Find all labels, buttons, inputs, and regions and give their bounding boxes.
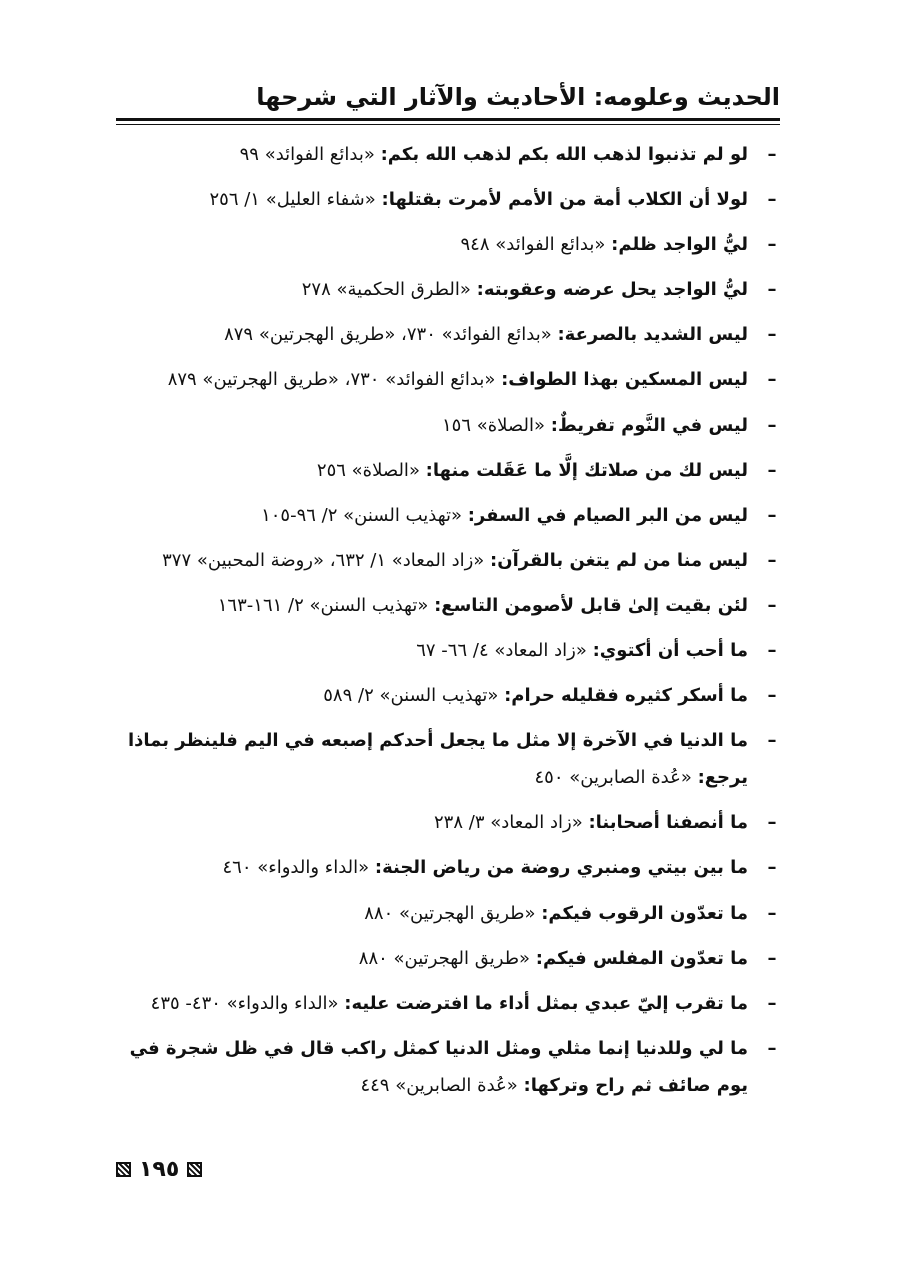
bullet-dash: – — [767, 504, 777, 526]
source-reference: «بدائع الفوائد» ٧٣٠، «طريق الهجرتين» ٨٧٩ — [167, 369, 502, 391]
source-reference: «عُدة الصابرين» ٤٤٩ — [360, 1074, 524, 1096]
list-item — [112, 940, 782, 977]
source-reference: «بدائع الفوائد» ٩٤٨ — [460, 234, 612, 256]
hadith-text: ليس منا من لم يتغن بالقرآن: — [490, 549, 748, 571]
bullet-dash: – — [767, 549, 777, 571]
list-item — [112, 677, 782, 714]
source-reference: «طريق الهجرتين» ٨٨٠ — [358, 947, 536, 969]
list-item — [112, 181, 782, 218]
hadith-text: ما الدنيا في الآخرة إلا مثل ما يجعل أحدكم إصبعه في اليم فلينظر بماذا يرجع: — [128, 730, 748, 789]
bullet-dash: – — [767, 414, 777, 436]
header-rule-thick — [116, 118, 780, 121]
source-reference: «تهذيب السنن» ٢/ ٩٦-١٠٥ — [261, 504, 468, 526]
list-item — [112, 226, 782, 263]
bullet-dash: – — [767, 857, 777, 879]
source-reference: «الصلاة» ١٥٦ — [442, 414, 551, 436]
bullet-dash: – — [767, 640, 777, 662]
source-reference: «شفاء العليل» ١/ ٢٥٦ — [209, 189, 382, 211]
hadith-text: ليس من البر الصيام في السفر: — [467, 504, 748, 526]
hadith-text: لولا أن الكلاب أمة من الأمم لأمرت بقتلها: — [381, 189, 748, 211]
source-reference: «بدائع الفوائد» ٩٩ — [239, 144, 381, 165]
page-number: ١٩٥ — [139, 1156, 180, 1182]
bullet-dash: – — [767, 947, 777, 969]
hadith-text: ما تعدّون المفلس فيكم: — [535, 947, 748, 969]
source-reference: «زاد المعاد» ٤/ ٦٦- ٦٧ — [416, 640, 593, 662]
list-item — [112, 722, 782, 796]
list-item — [112, 985, 782, 1022]
source-reference: «الداء والدواء» ٤٦٠ — [222, 857, 375, 879]
list-item — [112, 542, 782, 579]
bullet-dash: – — [767, 685, 777, 707]
bullet-dash: – — [767, 144, 777, 165]
hadith-text: ما تعدّون الرقوب فيكم: — [541, 902, 748, 924]
source-reference: «تهذيب السنن» ٢/ ٥٨٩ — [323, 685, 505, 707]
ornament-right-icon — [187, 1162, 202, 1177]
hadith-text: لو لم تذنبوا لذهب الله بكم لذهب الله بكم: — [380, 144, 748, 165]
bullet-dash: – — [767, 730, 777, 752]
list-item — [112, 804, 782, 841]
list-item — [112, 849, 782, 886]
bullet-dash: – — [767, 992, 777, 1014]
hadith-text: ليس المسكين بهذا الطواف: — [501, 369, 748, 391]
bullet-dash: – — [767, 1037, 777, 1059]
bullet-dash: – — [767, 189, 777, 211]
list-item — [112, 1030, 782, 1104]
list-item — [112, 136, 782, 173]
bullet-dash: – — [767, 459, 777, 481]
list-item — [112, 632, 782, 669]
list-item — [112, 316, 782, 353]
source-reference: «الطرق الحكمية» ٢٧٨ — [301, 279, 477, 301]
bullet-dash: – — [767, 324, 777, 346]
source-reference: «الداء والدواء» ٤٣٠- ٤٣٥ — [150, 992, 345, 1014]
hadith-text: ليُّ الواجد ظلم: — [611, 234, 748, 256]
header-rule-thin — [116, 124, 780, 125]
list-item — [112, 497, 782, 534]
source-reference: «تهذيب السنن» ٢/ ١٦١-١٦٣ — [217, 594, 435, 616]
hadith-text: ما بين بيتي ومنبري روضة من رياض الجنة: — [374, 857, 748, 879]
hadith-text: ما أنصفنا أصحابنا: — [588, 812, 748, 834]
source-reference: «عُدة الصابرين» ٤٥٠ — [534, 767, 698, 789]
hadith-text: ما أسكر كثيره فقليله حرام: — [504, 685, 748, 707]
bullet-dash: – — [767, 234, 777, 256]
bullet-dash: – — [767, 369, 777, 391]
source-reference: «زاد المعاد» ٣/ ٢٣٨ — [434, 812, 589, 834]
hadith-text: ليُّ الواجد يحل عرضه وعقوبته: — [476, 279, 748, 301]
source-reference: «الصلاة» ٢٥٦ — [316, 459, 426, 481]
list-item — [112, 452, 782, 489]
source-reference: «طريق الهجرتين» ٨٨٠ — [364, 902, 542, 924]
list-item — [112, 271, 782, 308]
hadith-index-list — [112, 136, 782, 1112]
bullet-dash: – — [767, 902, 777, 924]
hadith-text: ما أحب أن أكتوي: — [592, 640, 748, 662]
hadith-text: ليس لك من صلاتك إلَّا ما عَقَلت منها: — [425, 459, 748, 481]
bullet-dash: – — [767, 812, 777, 834]
list-item — [112, 407, 782, 444]
ornament-left-icon — [116, 1162, 131, 1177]
running-header: الحديث وعلومه: الأحاديث والآثار التي شرحها — [256, 83, 780, 111]
source-reference: «بدائع الفوائد» ٧٣٠، «طريق الهجرتين» ٨٧٩ — [224, 324, 558, 346]
bullet-dash: – — [767, 594, 777, 616]
hadith-text: لئن بقيت إلىٰ قابل لأصومن التاسع: — [434, 594, 748, 616]
list-item — [112, 587, 782, 624]
list-item — [112, 361, 782, 398]
list-item — [112, 895, 782, 932]
source-reference: «زاد المعاد» ١/ ٦٣٢، «روضة المحبين» ٣٧٧ — [162, 549, 491, 571]
hadith-text: ليس الشديد بالصرعة: — [557, 324, 748, 346]
hadith-text: ما تقرب إليّ عبدي بمثل أداء ما افترضت عليه: — [344, 992, 748, 1014]
hadith-text: ليس في النَّوم تفريطٌ: — [550, 414, 748, 436]
hadith-text: ما لي وللدنيا إنما مثلي ومثل الدنيا كمثل راكب قال في ظل شجرة في يوم صائف ثم راح وتركها: — [129, 1037, 748, 1096]
bullet-dash: – — [767, 279, 777, 301]
page-footer — [116, 1154, 202, 1184]
